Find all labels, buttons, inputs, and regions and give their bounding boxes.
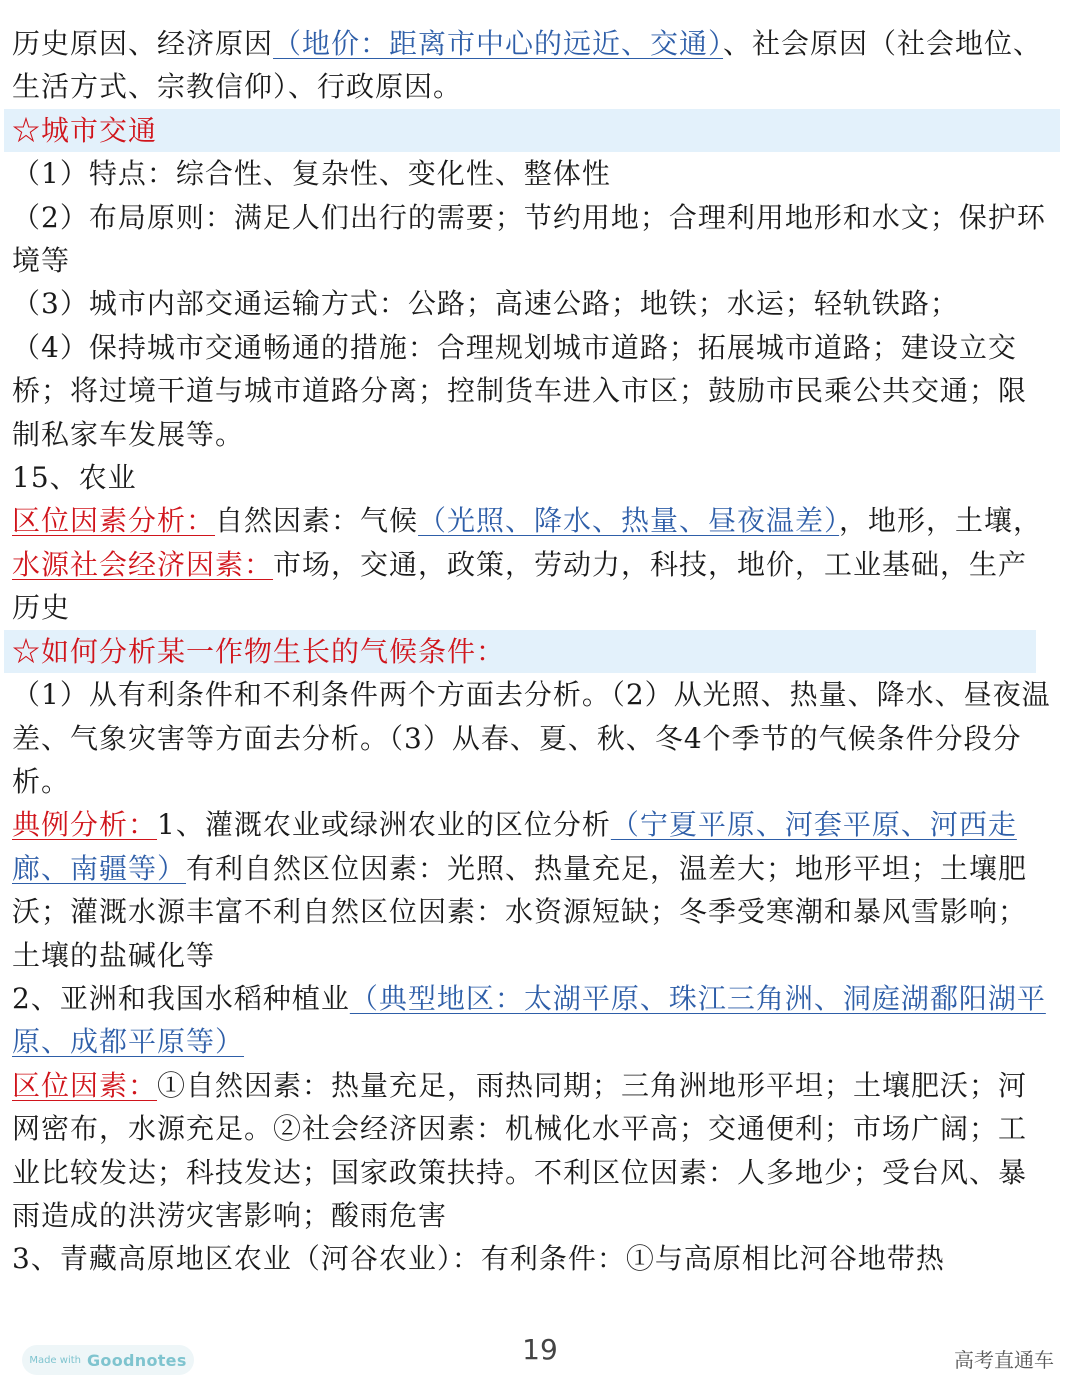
text: ①自然因素：热量充足，雨热同期；三角洲地形平坦；土壤肥沃；河网密布，水源充足。②社会经济因素：机械化水平高；交通便利；市场广阔；工业比较发达；科技发达；国家政策扶持。不利区位因素：人多地少；受台风、暴雨造成的洪涝灾害影响；酸雨危害: [12, 1068, 1028, 1232]
label-red: 区位因素：: [12, 1068, 158, 1102]
heading-text: 如何分析某一作物生长的气候条件：: [41, 634, 506, 668]
paragraph-example: [12, 803, 1052, 977]
watermark: 高考直通车: [954, 1348, 1054, 1372]
item-1: （1）特点：综合性、复杂性、变化性、整体性: [12, 157, 611, 191]
page-number: 19: [522, 1333, 558, 1366]
heading-text: 城市交通: [41, 113, 158, 147]
paragraph-location-factors: [12, 499, 1052, 629]
text: 2、亚洲和我国水稻种植业: [12, 981, 350, 1015]
item-2: （2）布局原则：满足人们出行的需要；节约用地；合理利用地形和水文；保护环境等: [12, 200, 1046, 278]
item-3: （3）城市内部交通运输方式：公路；高速公路；地铁；水运；轻轨铁路；: [12, 287, 959, 321]
highlight-blue: （光照、降水、热量、昼夜温差）: [418, 504, 840, 538]
text: 、社会原因（社会地位、生活方式、宗教信仰）、行政原因。: [12, 27, 1043, 104]
note-page: [12, 22, 1052, 1281]
label-red: 典例分析：: [12, 808, 158, 842]
item-4: （4）保持城市交通畅通的措施：合理规划城市道路；拓展城市道路；建设立交桥；将过境干道与城市道路分离；控制货车进入市区；鼓励市民乘公共交通；限制私家车发展等。: [12, 330, 1028, 451]
text: 历史原因、经济原因: [12, 27, 274, 60]
text: 有利自然区位因素：光照、热量充足，温差大；地形平坦；土壤肥沃；灌溉水源丰富不利自然区位因素：水资源短缺；冬季受寒潮和暴风雪影响；土壤的盐碱化等: [12, 851, 1028, 972]
paragraph-climate: （1）从有利条件和不利条件两个方面去分析。（2）从光照、热量、降水、昼夜温差、气象灾害等方面去分析。（3）从春、夏、秋、冬4个季节的气候条件分段分析。: [12, 678, 1051, 798]
label-red: 区位因素分析：: [12, 504, 216, 538]
label-red: 水源社会经济因素：: [12, 547, 274, 581]
heading-climate-analysis: [4, 630, 1036, 673]
badge-brand-text: Goodnotes: [86, 1350, 187, 1370]
highlight-blue: （典型地区：太湖平原、珠江三角洲、洞庭湖鄱阳湖平原、成都平原等）: [12, 981, 1046, 1059]
section-15: 15、农业: [12, 461, 137, 495]
text: 1、灌溉农业或绿洲农业的区位分析: [157, 808, 611, 842]
heading-urban-traffic: [4, 109, 1060, 152]
paragraph-rice: [12, 977, 1052, 1064]
highlight-blue: （地价：距离市中心的远近、交通）: [273, 27, 724, 60]
paragraph-reasons: [12, 22, 1052, 109]
paragraph-tibet: 3、青藏高原地区农业（河谷农业）：有利条件：①与高原相比河谷地带热: [12, 1242, 945, 1276]
text: 市场，交通，政策，劳动力，科技，地价，工业基础，生产历史: [12, 547, 1028, 625]
paragraph-rice-factors: [12, 1064, 1052, 1238]
badge-small-text: Made with: [29, 1354, 81, 1366]
text: ，地形，土壤，: [839, 504, 1043, 538]
text: 自然因素：气候: [215, 504, 419, 538]
star-icon: ☆: [12, 634, 42, 668]
star-icon: ☆: [12, 113, 42, 147]
highlight-blue: （宁夏平原、河套平原、河西走廊、南疆等）: [12, 808, 1017, 885]
